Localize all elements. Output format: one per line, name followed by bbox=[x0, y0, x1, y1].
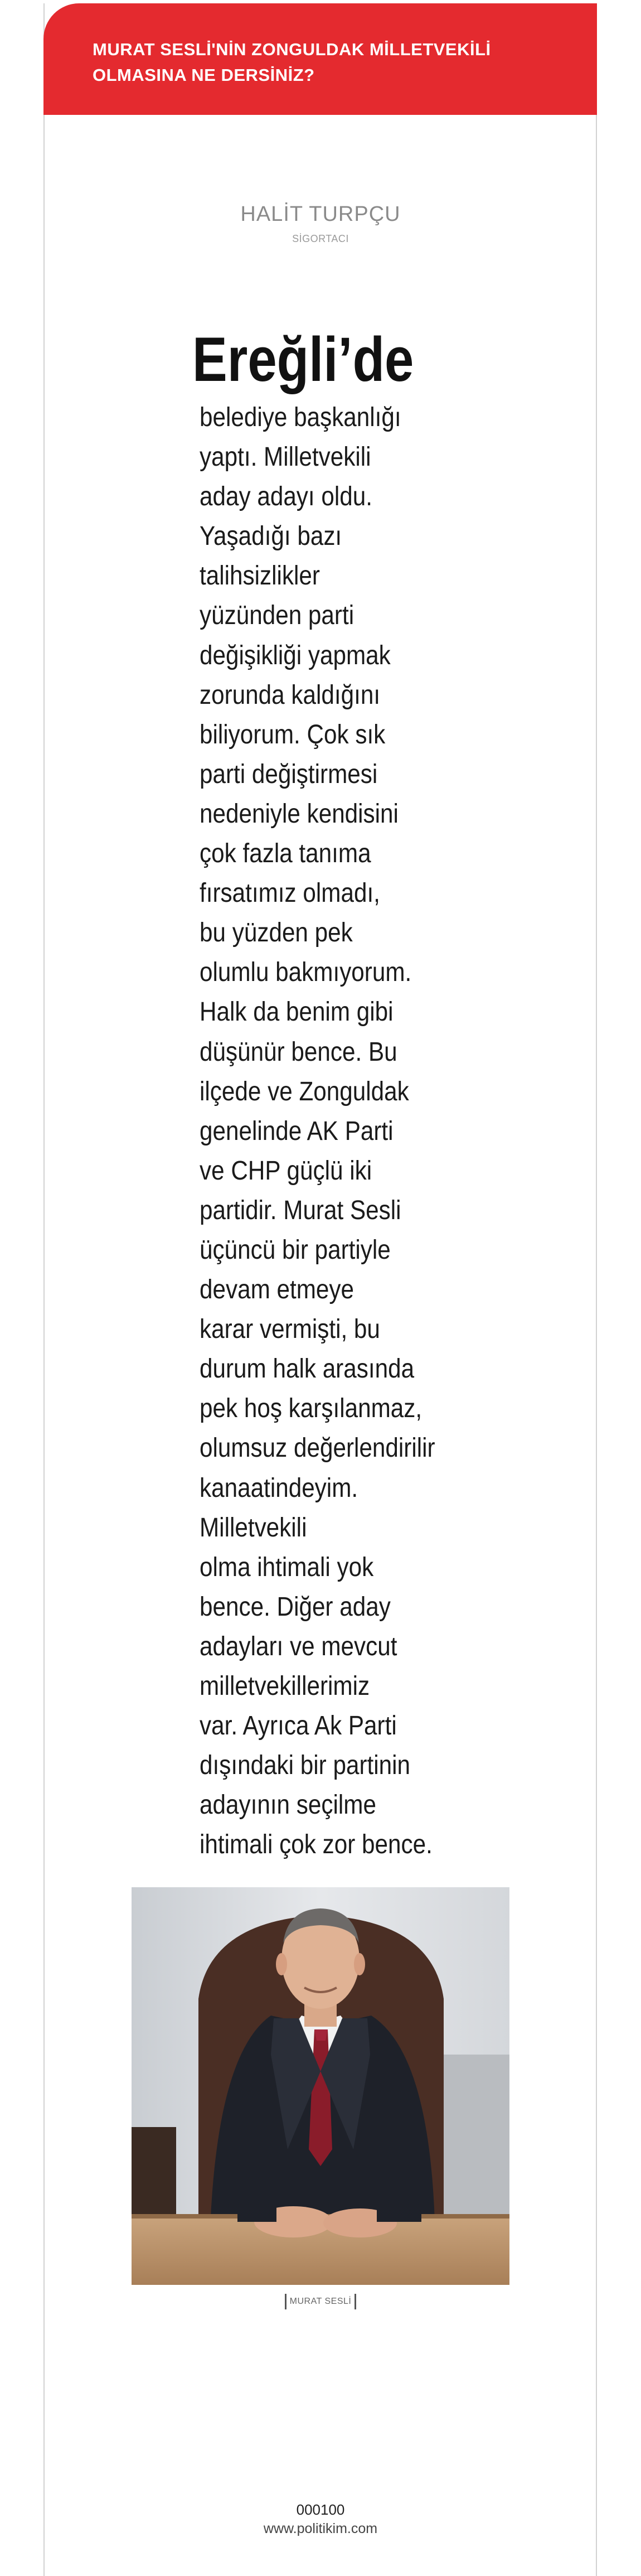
caption-bar-right bbox=[355, 2294, 356, 2309]
banner-title-line-2: OLMASINA NE DERSİNİZ? bbox=[93, 65, 315, 85]
body-line: zorunda kaldığını bbox=[200, 680, 381, 710]
body-line: belediye başkanlığı bbox=[200, 403, 401, 432]
article-headline: Ereğli’de bbox=[192, 325, 414, 394]
caption-bar-left bbox=[285, 2294, 286, 2309]
author-name: HALİT TURPÇU bbox=[240, 202, 401, 226]
body-line: değişikliği yapmak bbox=[200, 640, 391, 670]
body-line: çok fazla tanıma bbox=[200, 839, 371, 869]
body-line: yüzünden parti bbox=[200, 601, 355, 631]
body-line: partidir. Murat Sesli bbox=[200, 1195, 401, 1225]
page-number: 000100 bbox=[296, 2501, 345, 2518]
body-line: ve CHP güçlü iki bbox=[200, 1156, 372, 1186]
author-role: SİGORTACI bbox=[292, 233, 349, 244]
photo-caption bbox=[0, 2293, 641, 2310]
body-line: bence. Diğer aday bbox=[200, 1592, 391, 1622]
body-line: aday adayı oldu. bbox=[200, 482, 372, 512]
body-line: olma ihtimali yok bbox=[200, 1552, 374, 1582]
body-line: var. Ayrıca Ak Parti bbox=[200, 1711, 397, 1741]
body-line: karar vermişti, bu bbox=[200, 1314, 380, 1345]
body-line: ilçede ve Zonguldak bbox=[200, 1076, 409, 1106]
body-line: Halk da benim gibi bbox=[200, 997, 394, 1027]
body-line: bu yüzden pek bbox=[200, 918, 353, 948]
body-line: üçüncü bir partiyle bbox=[200, 1235, 391, 1265]
body-line: dışındaki bir partinin bbox=[200, 1751, 411, 1781]
body-line: milletvekillerimiz bbox=[200, 1671, 370, 1701]
banner-title-line-1: MURAT SESLİ'NİN ZONGULDAK MİLLETVEKİLİ bbox=[93, 40, 491, 59]
site-link[interactable]: www.politikim.com bbox=[263, 2521, 378, 2536]
body-line: parti değiştirmesi bbox=[200, 759, 378, 789]
body-line: Yaşadığı bazı bbox=[200, 521, 342, 552]
body-line: ihtimali çok zor bence. bbox=[200, 1830, 433, 1860]
body-line: adayının seçilme bbox=[200, 1790, 376, 1820]
body-line: düşünür bence. Bu bbox=[200, 1037, 397, 1067]
body-line: biliyorum. Çok sık bbox=[200, 719, 386, 750]
body-line: olumsuz değerlendirilir bbox=[200, 1433, 435, 1463]
body-line: Milletvekili bbox=[200, 1512, 307, 1543]
body-line: yaptı. Milletvekili bbox=[200, 442, 371, 472]
body-line: pek hoş karşılanmaz, bbox=[200, 1394, 423, 1424]
portrait-photo bbox=[132, 1887, 509, 2285]
body-line: kanaatindeyim. bbox=[200, 1473, 358, 1503]
banner-title bbox=[93, 37, 583, 88]
article-body bbox=[200, 398, 435, 1864]
body-line: genelinde AK Parti bbox=[200, 1116, 394, 1146]
body-line: adayları ve mevcut bbox=[200, 1631, 397, 1661]
question-banner bbox=[43, 3, 597, 115]
caption-text: MURAT SESLİ bbox=[289, 2297, 352, 2306]
body-line: talihsizlikler bbox=[200, 561, 320, 591]
body-line: fırsatımız olmadı, bbox=[200, 878, 380, 908]
body-line: nedeniyle kendisini bbox=[200, 799, 399, 829]
body-line: durum halk arasında bbox=[200, 1354, 415, 1384]
body-line: olumlu bakmıyorum. bbox=[200, 958, 412, 988]
body-line: devam etmeye bbox=[200, 1275, 355, 1305]
